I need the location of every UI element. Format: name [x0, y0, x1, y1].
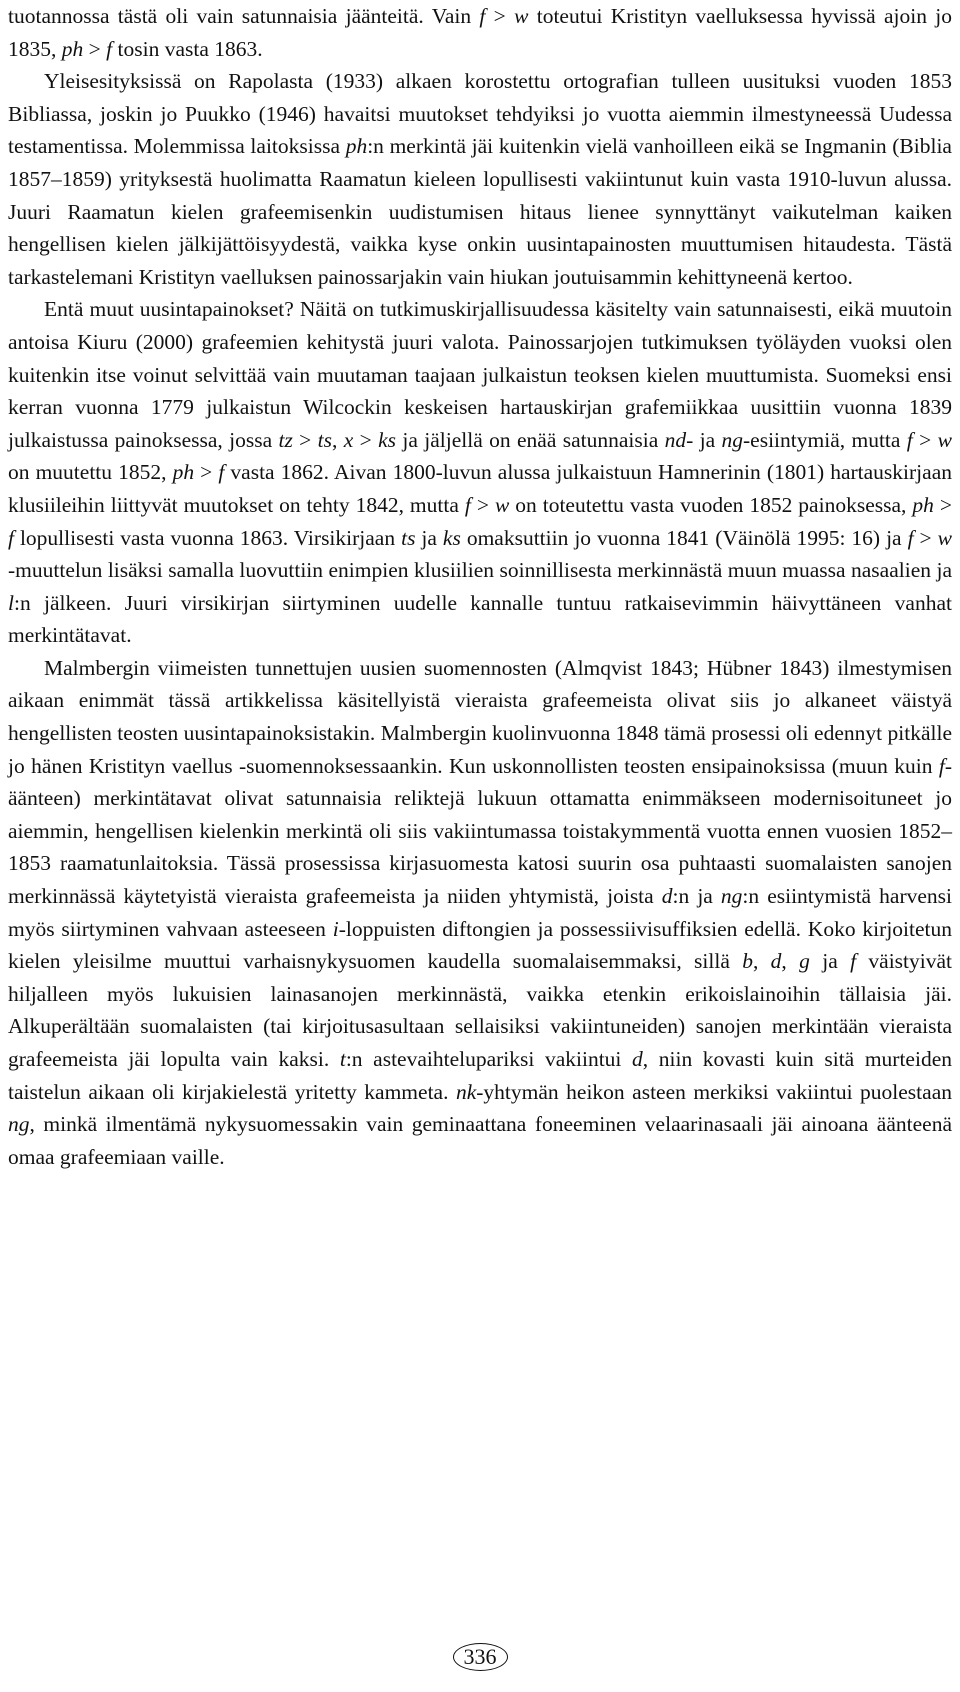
italic-text-run: nd	[664, 427, 687, 452]
text-run: vasta 1862. Aivan 1800-luvun alussa julkaistuun Hamnerinin (1801) hartauskirjaan klusiileihin liittyvät muutokset on tehty 1842, mutta	[8, 460, 952, 517]
text-run: >	[912, 427, 938, 452]
italic-text-run: t	[339, 1047, 346, 1071]
italic-text-run: ks	[442, 525, 461, 550]
text-run: >	[913, 525, 938, 550]
italic-text-run: f	[464, 492, 471, 517]
italic-text-run: ph	[61, 36, 84, 61]
italic-text-run: f	[850, 949, 857, 974]
text-run: tuotannossa tästä oli vain satunnaisia jäänteitä. Vain	[8, 4, 480, 28]
italic-text-run: ph	[912, 492, 934, 517]
italic-text-run: ph	[345, 134, 368, 159]
text-run: -esiintymiä, mutta	[743, 427, 907, 452]
text-run: lopullisesti vasta vuonna 1863. Virsikirjaan	[13, 525, 402, 550]
italic-text-run: w	[514, 4, 529, 28]
text-run: >	[194, 460, 219, 485]
document-page	[8, 0, 952, 1692]
italic-text-run: w	[937, 525, 952, 550]
italic-text-run: w	[937, 427, 952, 452]
text-run: Malmbergin viimeisten tunnettujen uusien suomennosten (Almqvist 1843; Hübner 1843) ilmestymisen aikaan enimmät tässä artikkelissa käsitellyistä vieraista grafeemeista olivat siis jo alkaneet väistyä hengellisten teosten uusintapainoksistakin. Malmbergin kuolinvuonna 1848 tämä prosessi oli edennyt pitkälle jo hänen Kristityn vaellus -suomennoksessaankin. Kun uskonnollisten teosten ensipainoksissa (muun kuin	[8, 655, 952, 778]
text-run: ja	[415, 525, 443, 550]
text-run: >	[353, 427, 379, 452]
text-run: -muuttelun lisäksi samalla luovuttiin enimpien klusiilien soinnillisesta merkinnästä muun muassa nasaalien ja	[8, 558, 952, 583]
text-run: :n merkintä jäi kuitenkin vielä vanhoilleen eikä se Ingmanin (Biblia 1857–1859) yrityksestä huolimatta Raamatun kieleen lopullisesti vakiintunut kuin vasta 1910-luvun alussa. Juuri Raamatun kielen grafeemisenkin uudistumisen hitaus lienee synnyttänyt vaikutelman kaiken hengellisen kielen jälkijättöisyydestä, vaikka kyse onkin uusintapainosten muuttumisen hitaudesta. Tästä tarkastelemani Kristityn vaelluksen painossarjakin vain hiukan joutuisammin kehittyneenä kertoo.	[8, 134, 952, 289]
italic-text-run: d	[632, 1047, 643, 1071]
text-run: >	[292, 427, 318, 452]
text-run: toteutui Kristityn vaelluksessa hyvissä ajoin jo 1835,	[8, 4, 952, 61]
body-text	[8, 0, 952, 1173]
text-run: ,	[332, 427, 344, 452]
text-run: :n astevaihtelupariksi vakiintui	[345, 1047, 633, 1071]
text-run: Entä muut uusintapainokset? Näitä on tutkimuskirjallisuudessa käsitelty vain satunnaisesti, eikä muutoin antoisa Kiuru (2000) grafeemien kehitystä juuri valota. Painossarjojen tutkimuksen työläyden vuoksi olen kuitenkin itse voinut selvittää vain muutaman taajaan julkaistun teoksen kielen muuttumista. Suomeksi ensi kerran vuonna 1779 julkaistun Wilcockin keskeisen hartauskirjan grafemiikkaa uusittiin vuonna 1839 julkaistussa painoksessa, jossa	[8, 297, 952, 452]
italic-text-run: ts	[317, 427, 333, 452]
paragraph	[8, 293, 952, 652]
italic-text-run: f	[938, 753, 945, 778]
italic-text-run: l	[8, 590, 14, 615]
italic-text-run: ng	[720, 884, 743, 909]
italic-text-run: ng	[721, 427, 744, 452]
text-run: - ja	[686, 427, 722, 452]
text-run: >	[485, 4, 515, 28]
text-run: -yhtymän heikon asteen merkiksi vakiintui puolestaan	[476, 1079, 952, 1104]
text-run: tosin vasta 1863.	[112, 36, 263, 61]
italic-text-run: w	[494, 492, 510, 517]
italic-text-run: d	[770, 949, 782, 974]
text-run: >	[83, 36, 107, 61]
italic-text-run: nk	[455, 1079, 477, 1104]
italic-text-run: d	[661, 884, 673, 909]
text-run: -äänteen) merkintätavat olivat satunnaisia reliktejä lukuun ottamatta enimmäkseen modernisoituneet jo aiemmin, hengellisen kielenkin merkintä oli siis vakiintumassa toistakymmentä vuotta ennen vuosien 1852–1853 raamatunlaitoksia. Tässä prosessissa kirjasuomesta katosi suurin osa puhtaasti suomalaisten sanojen merkinnässä käytetyistä vieraista grafeemeista ja niiden yhtymistä, joista	[8, 753, 952, 909]
italic-text-run: ng	[8, 1112, 30, 1137]
italic-text-run: f	[106, 36, 113, 61]
text-run: on toteutettu vasta vuoden 1852 painoksessa,	[509, 492, 913, 517]
italic-text-run: ks	[378, 427, 397, 452]
text-run: omaksuttiin jo vuonna 1841 (Väinölä 1995: 16) ja	[460, 525, 908, 550]
italic-text-run: i	[332, 916, 339, 941]
text-run: :n ja	[672, 884, 721, 909]
text-run: ,	[752, 949, 771, 974]
text-run: on muutettu 1852,	[8, 460, 173, 485]
text-run: :n esiintymistä harvensi myös siirtyminen vahvaan asteeseen	[8, 884, 952, 941]
italic-text-run: ph	[172, 460, 195, 485]
text-run: Yleisesityksissä on Rapolasta (1933) alkaen korostettu ortografian tulleen uusituksi vuoden 1853 Bibliassa, joskin jo Puukko (1946) havaitsi muutokset tehdyiksi jo vuotta aiemmin ilmestyneessä Uudessa testamentissa. Molemmissa laitoksissa	[8, 69, 952, 159]
paragraph	[8, 0, 952, 65]
text-run: ja jäljellä on enää satunnaisia	[396, 427, 665, 452]
text-run: >	[470, 492, 495, 517]
text-run: ja	[809, 949, 851, 974]
page-footer	[8, 1641, 952, 1674]
italic-text-run: f	[8, 525, 14, 550]
italic-text-run: tz	[278, 427, 293, 452]
text-run: väistyivät hiljalleen myös lukuisien lainasanojen merkinnästä, vaikka etenkin erikoislainoihin tällaisia jäi. Alkuperältään suomalaisten (tai kirjoitusasultaan sellaisiksi vakiintuneiden) sanojen merkintään vieraista grafeemeista jäi lopulta vain kaksi.	[8, 949, 952, 1071]
text-run: , minkä ilmentämä nykysuomessakin vain geminaattana foneeminen velaarinasaali jäi ainoana äänteenä omaa grafeemiaan vaille.	[8, 1112, 952, 1169]
paragraph	[8, 652, 952, 1174]
italic-text-run: b	[742, 949, 753, 974]
page-number: 336	[453, 1643, 508, 1671]
italic-text-run: f	[907, 525, 914, 550]
text-run: >	[933, 492, 952, 517]
italic-text-run: f	[479, 4, 486, 28]
paragraph	[8, 65, 952, 293]
italic-text-run: ts	[401, 525, 416, 550]
text-run: ,	[781, 949, 800, 974]
italic-text-run: f	[906, 427, 913, 452]
italic-text-run: x	[343, 427, 354, 452]
italic-text-run: g	[799, 949, 810, 974]
text-run: -loppuisten diftongien ja possessiivisuffiksien edellä. Koko kirjoitetun kielen yleisilme muuttui varhaisnykysuomen kaudella suomalaisemmaksi, sillä	[8, 916, 952, 974]
italic-text-run: f	[218, 460, 225, 485]
text-run: :n jälkeen. Juuri virsikirjan siirtyminen uudelle kannalle tuntuu ratkaisevimmin häivyttäneen vanhat merkintätavat.	[8, 590, 952, 648]
text-run: , niin kovasti kuin sitä murteiden taistelun aikaan oli kirjakielestä yritetty kammeta.	[8, 1047, 952, 1104]
